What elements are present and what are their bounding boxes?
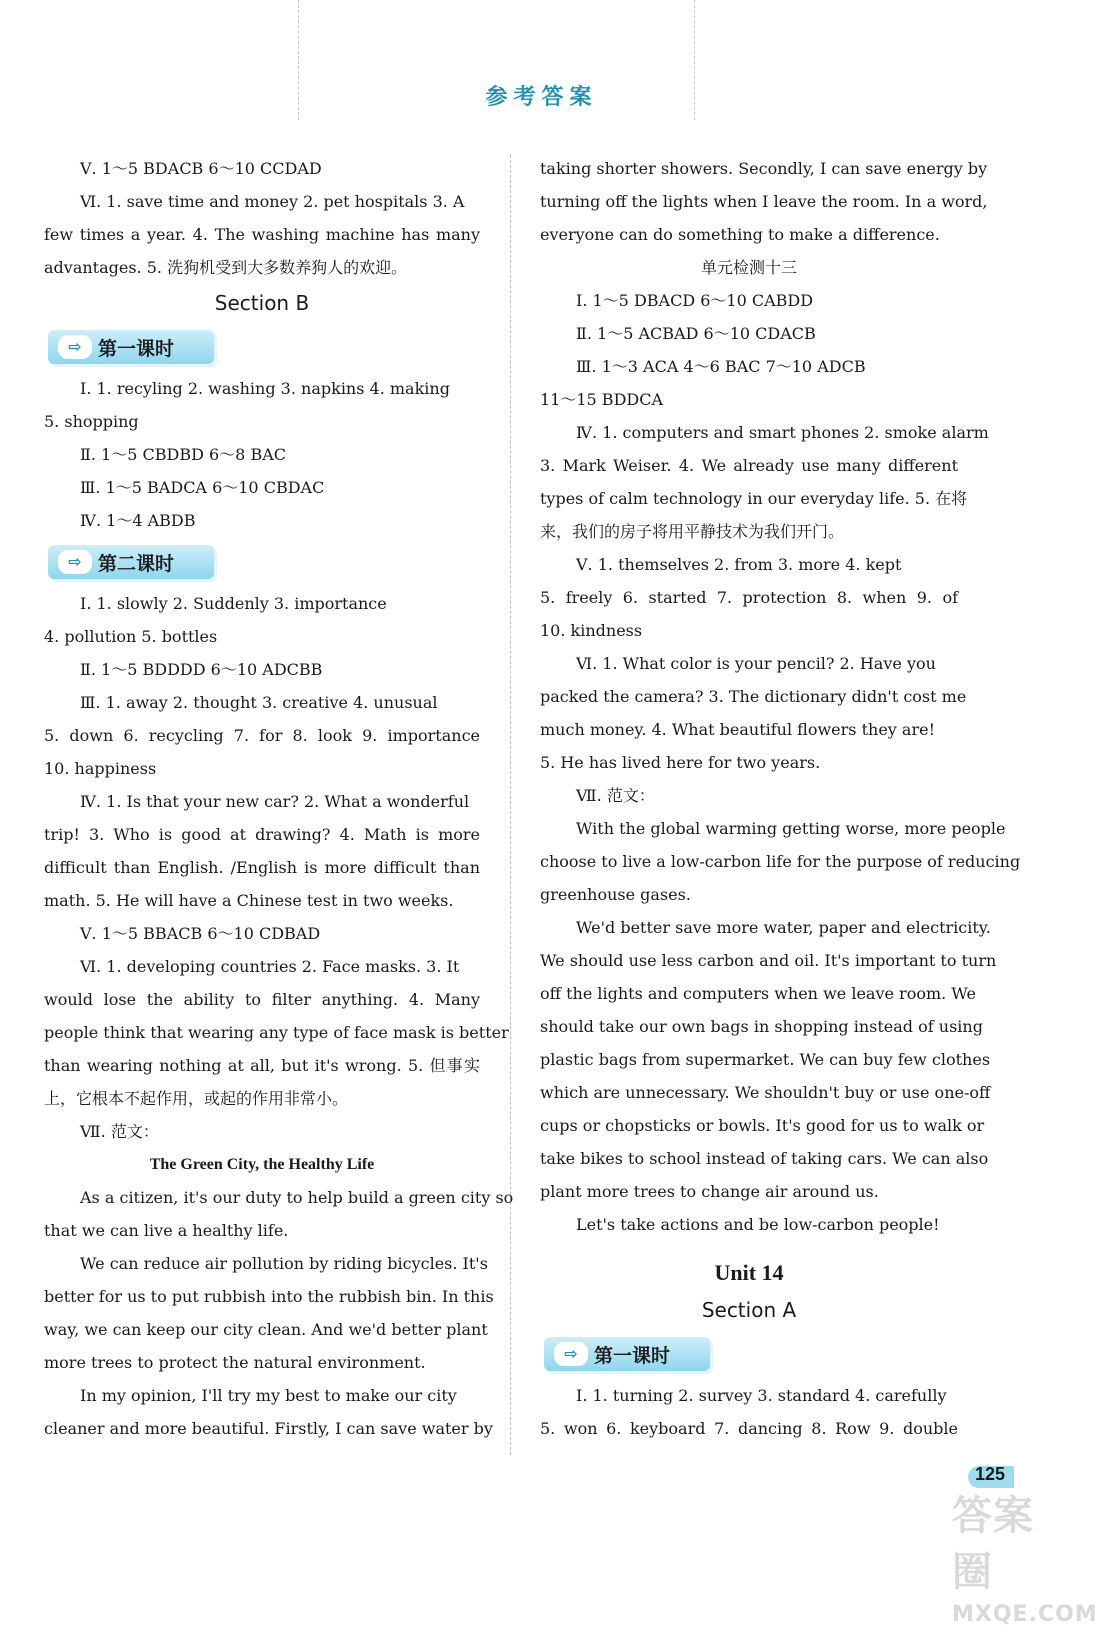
section-heading: Section B (214, 291, 310, 315)
answer-line: Ⅵ. 1. What color is your pencil? 2. Have you (576, 654, 936, 673)
essay-line: that we can live a healthy life. (44, 1221, 289, 1240)
right-column (540, 152, 1021, 1445)
answer-line: Ⅴ. 1～5 BBACB 6～10 CDBAD (80, 924, 321, 943)
answer-line: 5. shopping (44, 412, 139, 431)
watermark-url: MXQE.COM (952, 1602, 1098, 1627)
column-divider (510, 155, 511, 1455)
essay-line: which are unnecessary. We shouldn't buy or use one-off (540, 1083, 991, 1102)
lesson-tab-label: 第一课时 (594, 1344, 671, 1367)
lesson-tab-label: 第二课时 (98, 552, 175, 575)
answer-line: Ⅶ. 范文： (80, 1122, 159, 1141)
answer-line: Ⅱ. 1～5 ACBAD 6～10 CDACB (576, 324, 816, 343)
arrow-right-icon: ⇨ (554, 1342, 588, 1366)
answer-line: Ⅰ. 1. recyling 2. washing 3. napkins 4. making (80, 379, 450, 398)
answer-line: than wearing nothing at all, but it's wrong. 5. 但事实 (44, 1056, 480, 1075)
essay-line: turning off the lights when I leave the room. In a word, (540, 192, 988, 211)
arrow-right-icon: ⇨ (58, 550, 92, 574)
answer-line: Ⅰ. 1. slowly 2. Suddenly 3. importance (80, 594, 387, 613)
answer-line: Ⅱ. 1～5 CBDBD 6～8 BAC (80, 445, 286, 464)
answer-line: types of calm technology in our everyday life. 5. 在将 (540, 489, 968, 508)
answer-line: 10. kindness (540, 621, 643, 640)
answer-line: Ⅳ. 1. computers and smart phones 2. smoke alarm (576, 423, 989, 442)
answer-line: Ⅲ. 1. away 2. thought 3. creative 4. unusual (80, 693, 438, 712)
answer-line: much money. 4. What beautiful flowers they are! (540, 720, 936, 739)
answer-line: 11～15 BDDCA (540, 390, 664, 409)
essay-title: The Green City, the Healthy Life (149, 1156, 375, 1173)
answer-line: packed the camera? 3. The dictionary didn't cost me (540, 687, 967, 706)
answer-line: 5. He has lived here for two years. (540, 753, 821, 772)
essay-line: better for us to put rubbish into the rubbish bin. In this (44, 1287, 494, 1306)
essay-line: greenhouse gases. (540, 885, 691, 904)
answer-line: advantages. 5. 洗狗机受到大多数养狗人的欢迎。 (44, 258, 408, 277)
page-title: 参考答案 (485, 85, 598, 110)
answer-line: Ⅲ. 1～5 BADCA 6～10 CBDAC (80, 478, 325, 497)
essay-line: should take our own bags in shopping instead of using (540, 1017, 983, 1036)
essay-line: We should use less carbon and oil. It's important to turn (540, 951, 997, 970)
essay-line: off the lights and computers when we leave room. We (540, 984, 976, 1003)
answer-line: Ⅱ. 1～5 BDDDD 6～10 ADCBB (80, 660, 323, 679)
answer-line: Ⅲ. 1～3 ACA 4～6 BAC 7～10 ADCB (576, 357, 866, 376)
answer-line: trip! 3. Who is good at drawing? 4. Math is more (44, 825, 480, 844)
answer-line: Ⅵ. 1. save time and money 2. pet hospitals 3. A (80, 192, 465, 211)
essay-line: plastic bags from supermarket. We can buy few clothes (540, 1050, 991, 1069)
answer-line: Ⅰ. 1. turning 2. survey 3. standard 4. carefully (576, 1386, 947, 1405)
answer-line: Ⅰ. 1～5 DBACD 6～10 CABDD (576, 291, 814, 310)
essay-line: take bikes to school instead of taking cars. We can also (540, 1149, 989, 1168)
arrow-right-icon: ⇨ (58, 335, 92, 359)
answer-line: Ⅳ. 1. Is that your new car? 2. What a wonderful (80, 792, 470, 811)
essay-line: more trees to protect the natural environment. (44, 1353, 426, 1372)
lesson-tab (544, 1337, 710, 1371)
answer-line: Ⅶ. 范文： (576, 786, 655, 805)
essay-line: Let's take actions and be low-carbon people! (576, 1215, 940, 1234)
answer-line: would lose the ability to filter anything. 4. Many (44, 990, 480, 1009)
watermark-logo-text: 答案圈 (952, 1493, 1034, 1595)
answer-line: Ⅴ. 1. themselves 2. from 3. more 4. kept (576, 555, 902, 574)
essay-line: We'd better save more water, paper and electricity. (576, 918, 991, 937)
answer-line: 10. happiness (44, 759, 157, 778)
left-column (44, 152, 514, 1445)
answer-line: 上，它根本不起作用，或起的作用非常小。 (44, 1089, 349, 1108)
answer-line: Ⅳ. 1～4 ABDB (80, 511, 196, 530)
answer-line: people think that wearing any type of face mask is better (44, 1023, 509, 1042)
answer-line: math. 5. He will have a Chinese test in two weeks. (44, 891, 454, 910)
lesson-tab (48, 545, 214, 579)
essay-line: With the global warming getting worse, more people (576, 819, 1006, 838)
section-heading: Section A (701, 1298, 797, 1322)
spacer (540, 1241, 958, 1251)
lesson-tab-label: 第一课时 (98, 337, 175, 360)
essay-line: way, we can keep our city clean. And we'd better plant (44, 1320, 488, 1339)
essay-line: cleaner and more beautiful. Firstly, I can save water by (44, 1419, 493, 1438)
lesson-tab (48, 330, 214, 364)
essay-line: In my opinion, I'll try my best to make our city (80, 1386, 457, 1405)
answer-line: 5. won 6. keyboard 7. dancing 8. Row 9. double (540, 1419, 958, 1438)
unit-title: Unit 14 (714, 1260, 784, 1285)
essay-line: plant more trees to change air around us. (540, 1182, 879, 1201)
answer-line: few times a year. 4. The washing machine has many (44, 225, 480, 244)
essay-line: taking shorter showers. Secondly, I can save energy by (540, 159, 988, 178)
answer-line: difficult than English. /English is more difficult than (44, 858, 480, 877)
watermark (952, 1488, 1098, 1627)
page-number: 125 (975, 1464, 1006, 1484)
answer-line: 来，我们的房子将用平静技术为我们开门。 (540, 522, 845, 541)
essay-line: We can reduce air pollution by riding bicycles. It's (80, 1254, 488, 1273)
answer-line: 5. freely 6. started 7. protection 8. when 9. of (540, 588, 958, 607)
answer-line: 4. pollution 5. bottles (44, 627, 218, 646)
answer-line: 3. Mark Weiser. 4. We already use many different (540, 456, 958, 475)
essay-line: As a citizen, it's our duty to help build a green city so (80, 1188, 514, 1207)
answer-line: Ⅵ. 1. developing countries 2. Face masks. 3. It (80, 957, 460, 976)
answer-line: Ⅴ. 1～5 BDACB 6～10 CCDAD (80, 159, 322, 178)
essay-line: choose to live a low-carbon life for the purpose of reducing (540, 852, 1021, 871)
essay-line: everyone can do something to make a difference. (540, 225, 940, 244)
essay-line: cups or chopsticks or bowls. It's good for us to walk or (540, 1116, 985, 1135)
test-title: 单元检测十三 (700, 258, 797, 277)
answer-line: 5. down 6. recycling 7. for 8. look 9. importance (44, 726, 480, 745)
